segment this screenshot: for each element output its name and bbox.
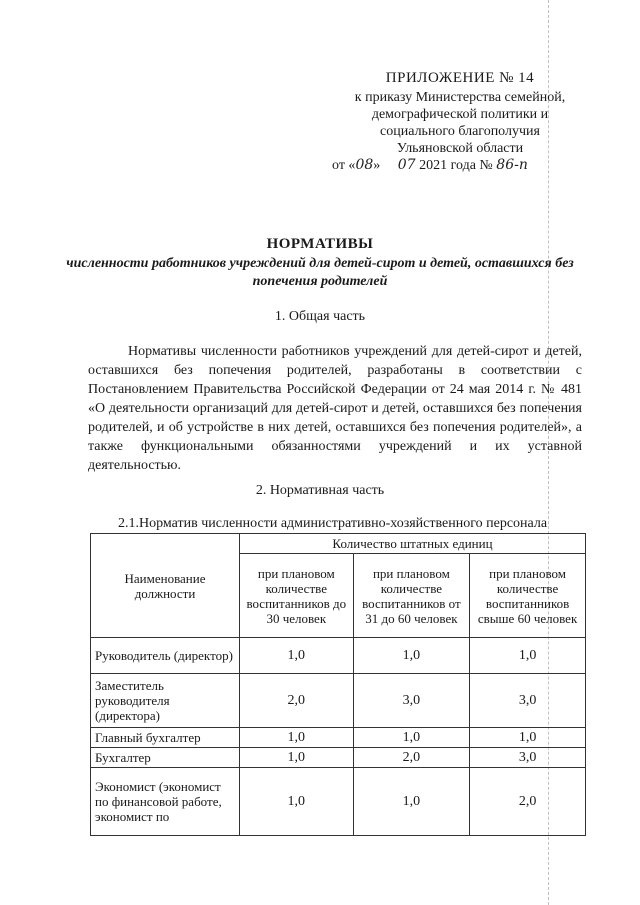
appendix-block — [330, 70, 590, 174]
row-value-1: 1,0 — [240, 748, 354, 768]
appendix-line-3: социального благополучия — [380, 124, 540, 139]
section-2-heading: 2. Нормативная часть — [255, 483, 385, 498]
row-value-2: 1,0 — [353, 768, 470, 836]
table-row — [91, 638, 586, 674]
col-header-over-60: при плановом количестве воспитанников свыше 60 человек — [470, 554, 586, 638]
section-1-paragraph: Нормативы численности работников учреждений для детей-сирот и детей, оставшихся без попечения родителей, разработаны в соответствии с Постановлением Правительства Российской Федерации от 24 мая 2014 г. № 481 «О деятельности организаций для детей-сирот и детей, оставшихся без попечения родителей, и об устройстве в них детей, оставшихся без попечения родителей», а также функциональными обязанностями учреждений и их уставной деятельностью. — [88, 344, 582, 473]
date-mid: » — [373, 158, 384, 173]
table-caption: 2.1.Норматив численности административно-хозяйственного персонала — [118, 516, 548, 531]
row-value-3: 2,0 — [470, 768, 586, 836]
table-header-row-1 — [91, 534, 586, 554]
staffing-table — [90, 533, 586, 836]
appendix-line-2: демографической политики и — [371, 107, 549, 122]
row-name: Бухгалтер — [91, 748, 240, 768]
row-value-1: 1,0 — [240, 728, 354, 748]
row-name: Главный бухгалтер — [91, 728, 240, 748]
row-name: Заместитель руководителя (директора) — [91, 674, 240, 728]
document-title: НОРМАТИВЫ — [266, 236, 374, 252]
table-row — [91, 674, 586, 728]
table-row — [91, 728, 586, 748]
row-value-3: 3,0 — [470, 748, 586, 768]
order-number: 86-п — [496, 157, 528, 173]
document-subtitle: численности работников учреждений для детей-сирот и детей, оставшихся без попечения родителей — [66, 256, 574, 289]
row-value-1: 2,0 — [240, 674, 354, 728]
col-header-31-60: при плановом количестве воспитанников от 31 до 60 человек — [353, 554, 470, 638]
row-value-1: 1,0 — [240, 638, 354, 674]
col-group-header: Количество штатных единиц — [240, 534, 586, 554]
section-1-heading: 1. Общая часть — [274, 309, 366, 324]
table-row — [91, 748, 586, 768]
row-value-2: 1,0 — [353, 638, 470, 674]
date-prefix: от « — [332, 158, 356, 173]
col-header-position: Наименование должности — [91, 534, 240, 638]
row-value-1: 1,0 — [240, 768, 354, 836]
row-value-2: 3,0 — [353, 674, 470, 728]
row-name: Руководитель (директор) — [91, 638, 240, 674]
row-value-2: 2,0 — [353, 748, 470, 768]
appendix-title: ПРИЛОЖЕНИЕ № 14 — [385, 70, 535, 86]
date-day: 08 — [355, 157, 374, 173]
appendix-line-4: Ульяновской области — [396, 141, 524, 156]
date-year: 2021 года № — [415, 158, 497, 173]
date-month: 07 — [397, 157, 416, 173]
appendix-line-1: к приказу Министерства семейной, — [354, 90, 566, 105]
row-name: Экономист (экономист по финансовой работе, экономист по — [91, 768, 240, 836]
appendix-date-line — [330, 157, 590, 174]
row-value-3: 1,0 — [470, 728, 586, 748]
col-header-up-to-30: при плановом количестве воспитанников до 30 человек — [240, 554, 354, 638]
row-value-3: 1,0 — [470, 638, 586, 674]
table-row — [91, 768, 586, 836]
row-value-2: 1,0 — [353, 728, 470, 748]
row-value-3: 3,0 — [470, 674, 586, 728]
